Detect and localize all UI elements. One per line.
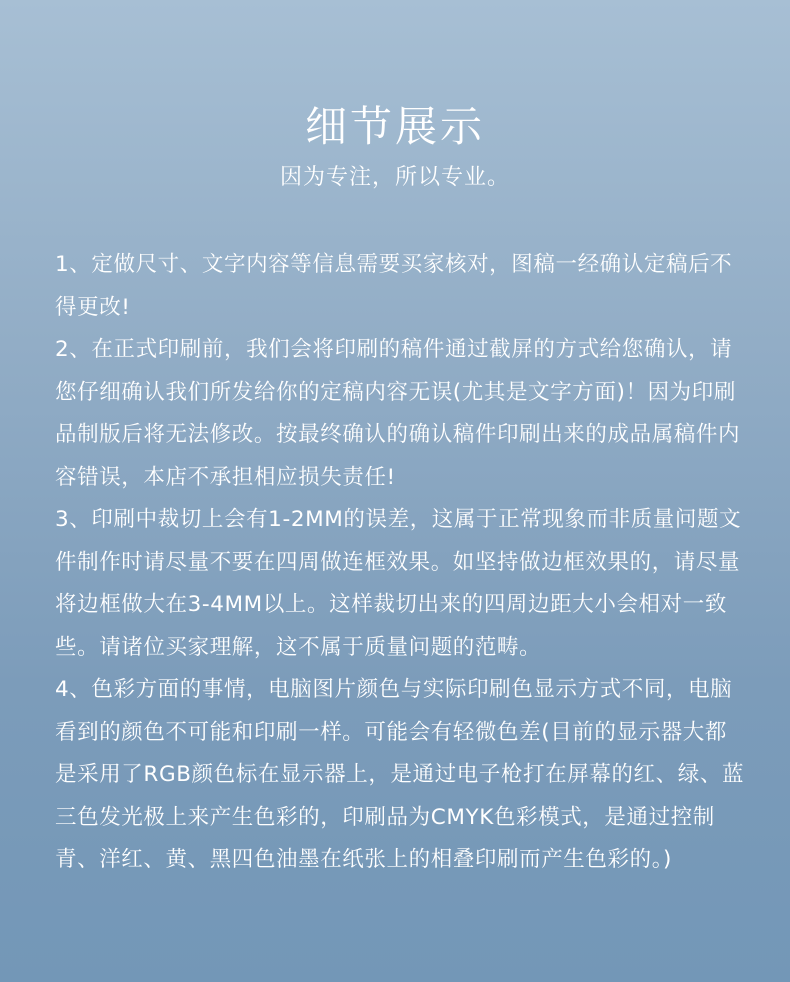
page-title: 细节展示 (304, 102, 485, 151)
notice-paragraph-2: 2、在正式印刷前，我们会将印刷的稿件通过截屏的方式给您确认，请您仔细确认我们所发给你的定稿内容无误(尤其是文字方面)！因为印刷品制版后将无法修改。按最终确认的确认稿件印刷出来的成品属稿件内容错误，本店不承担相应损失责任! (55, 337, 741, 490)
page-subtitle: 因为专注，所以专业。 (279, 165, 510, 190)
notice-paragraph-3: 3、印刷中裁切上会有1-2MM的误差，这属于正常现象而非质量问题文件制作时请尽量不要在四周做连框效果。如坚持做边框效果的，请尽量将边框做大在3-4MM以上。这样裁切出来的四周边距大小会相对一致些。请诸位买家理解，这不属于质量问题的范畴。 (55, 507, 742, 660)
header (0, 98, 790, 194)
notice-paragraph-4: 4、色彩方面的事情，电脑图片颜色与实际印刷色显示方式不同，电脑看到的颜色不可能和印刷一样。可能会有轻微色差(目前的显示器大都是采用了RGB颜色标在显示器上，是通过电子枪打在屏幕的红、绿、蓝三色发光极上来产生色彩的，印刷品为CMYK色彩模式，是通过控制青、洋红、黄、黑四色油墨在纸张上的相叠印刷而产生色彩的。) (55, 677, 745, 872)
notice-paragraph-1: 1、定做尺寸、文字内容等信息需要买家核对，图稿一经确认定稿后不得更改! (55, 252, 733, 320)
notice-body (55, 244, 745, 882)
